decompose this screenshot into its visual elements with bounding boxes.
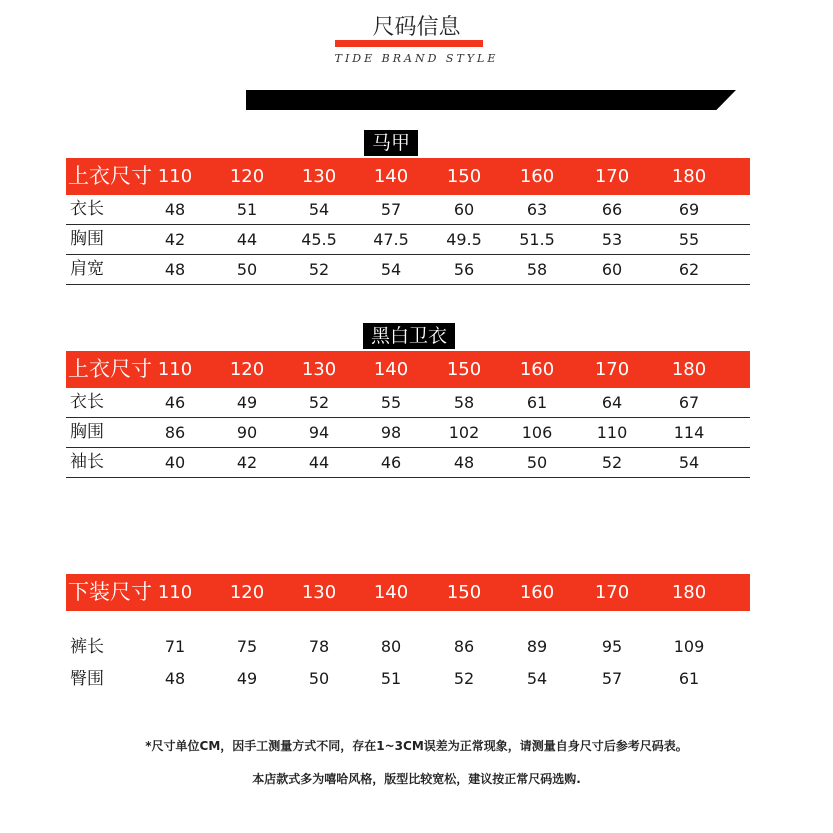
size-header: 180 xyxy=(671,166,707,187)
table-cell: 94 xyxy=(308,423,330,442)
table-cell: 86 xyxy=(453,637,475,656)
size-header: 110 xyxy=(157,166,193,187)
size-header: 120 xyxy=(229,582,265,603)
table-row xyxy=(66,225,750,255)
table-cell: 54 xyxy=(678,453,700,472)
row-label: 裤长 xyxy=(70,637,104,657)
table-cell: 95 xyxy=(601,637,623,656)
table-cell: 52 xyxy=(308,260,330,279)
row-label: 胸围 xyxy=(70,422,104,442)
table-cell: 63 xyxy=(526,200,548,219)
table-cell: 62 xyxy=(678,260,700,279)
size-header: 140 xyxy=(373,582,409,603)
hoodie-size-table xyxy=(66,351,750,478)
title-underline-bar xyxy=(335,40,483,47)
table-cell: 50 xyxy=(236,260,258,279)
table-cell: 106 xyxy=(521,423,553,442)
pants-size-table xyxy=(66,574,750,695)
table-cell: 54 xyxy=(526,669,548,688)
table-cell: 49.5 xyxy=(446,230,482,249)
table-cell: 51 xyxy=(380,669,402,688)
table-cell: 58 xyxy=(526,260,548,279)
table-row xyxy=(66,195,750,225)
header-label: 上衣尺寸 xyxy=(68,357,152,381)
table-cell: 80 xyxy=(380,637,402,656)
table-cell: 102 xyxy=(448,423,480,442)
page-title: 尺码信息 xyxy=(372,15,461,40)
table-cell: 51 xyxy=(236,200,258,219)
size-header: 160 xyxy=(519,582,555,603)
size-header: 180 xyxy=(671,582,707,603)
row-label: 衣长 xyxy=(70,392,104,412)
note-measurement: *尺寸单位CM，因手工测量方式不同，存在1~3CM误差为正常现象，请测量自身尺寸后参考尺码表。 xyxy=(145,739,688,753)
table-cell: 58 xyxy=(453,393,475,412)
table-cell: 98 xyxy=(380,423,402,442)
table-cell: 53 xyxy=(601,230,623,249)
table-cell: 48 xyxy=(164,669,186,688)
table-cell: 56 xyxy=(453,260,475,279)
table-cell: 57 xyxy=(601,669,623,688)
row-label: 袖长 xyxy=(70,452,104,472)
table-cell: 40 xyxy=(164,453,186,472)
size-header: 110 xyxy=(157,359,193,380)
table-cell: 57 xyxy=(380,200,402,219)
size-header: 140 xyxy=(373,166,409,187)
table-cell: 69 xyxy=(678,200,700,219)
header-label: 上衣尺寸 xyxy=(68,164,152,188)
table-cell: 45.5 xyxy=(301,230,337,249)
table-row xyxy=(66,255,750,285)
table-cell: 54 xyxy=(380,260,402,279)
size-header: 170 xyxy=(594,582,630,603)
size-header: 160 xyxy=(519,359,555,380)
section-label-vest: 马甲 xyxy=(364,130,418,156)
table-cell: 46 xyxy=(380,453,402,472)
table-cell: 61 xyxy=(678,669,700,688)
table-cell: 60 xyxy=(453,200,475,219)
table-cell: 54 xyxy=(308,200,330,219)
table-cell: 44 xyxy=(308,453,330,472)
vest-size-table xyxy=(66,158,750,285)
table-header xyxy=(66,574,750,611)
table-cell: 49 xyxy=(236,393,258,412)
table-cell: 48 xyxy=(164,260,186,279)
size-header: 130 xyxy=(301,359,337,380)
table-cell: 66 xyxy=(601,200,623,219)
size-header: 120 xyxy=(229,359,265,380)
table-row xyxy=(66,418,750,448)
table-cell: 114 xyxy=(673,423,705,442)
size-header: 130 xyxy=(301,166,337,187)
table-cell: 50 xyxy=(308,669,330,688)
row-label: 衣长 xyxy=(70,199,104,219)
size-header: 130 xyxy=(301,582,337,603)
table-row xyxy=(66,388,750,418)
size-header: 170 xyxy=(594,359,630,380)
table-cell: 44 xyxy=(236,230,258,249)
table-cell: 52 xyxy=(308,393,330,412)
table-cell: 55 xyxy=(380,393,402,412)
section-label-hoodie: 黑白卫衣 xyxy=(363,323,455,349)
size-header: 150 xyxy=(446,582,482,603)
table-cell: 109 xyxy=(673,637,705,656)
table-cell: 48 xyxy=(164,200,186,219)
size-header: 180 xyxy=(671,359,707,380)
black-banner xyxy=(246,90,736,110)
table-cell: 46 xyxy=(164,393,186,412)
table-header xyxy=(66,158,750,195)
row-label: 臀围 xyxy=(70,669,104,689)
table-cell: 89 xyxy=(526,637,548,656)
table-row xyxy=(66,448,750,478)
table-cell: 90 xyxy=(236,423,258,442)
size-header: 160 xyxy=(519,166,555,187)
table-cell: 64 xyxy=(601,393,623,412)
table-cell: 110 xyxy=(596,423,628,442)
table-row xyxy=(66,631,750,663)
table-cell: 47.5 xyxy=(373,230,409,249)
table-header xyxy=(66,351,750,388)
table-cell: 52 xyxy=(601,453,623,472)
table-cell: 75 xyxy=(236,637,258,656)
table-cell: 67 xyxy=(678,393,700,412)
table-cell: 51.5 xyxy=(519,230,555,249)
brand-tagline: TIDE BRAND STYLE xyxy=(334,52,499,65)
size-header: 150 xyxy=(446,359,482,380)
size-header: 170 xyxy=(594,166,630,187)
table-cell: 52 xyxy=(453,669,475,688)
table-row xyxy=(66,663,750,695)
header-label: 下装尺寸 xyxy=(68,580,152,604)
size-header: 120 xyxy=(229,166,265,187)
size-header: 150 xyxy=(446,166,482,187)
note-fit: 本店款式多为嘻哈风格，版型比较宽松，建议按正常尺码选购. xyxy=(252,772,581,786)
table-cell: 42 xyxy=(236,453,258,472)
row-label: 胸围 xyxy=(70,229,104,249)
table-cell: 86 xyxy=(164,423,186,442)
size-header: 140 xyxy=(373,359,409,380)
table-cell: 50 xyxy=(526,453,548,472)
size-header: 110 xyxy=(157,582,193,603)
table-cell: 48 xyxy=(453,453,475,472)
table-cell: 71 xyxy=(164,637,186,656)
table-cell: 60 xyxy=(601,260,623,279)
table-cell: 55 xyxy=(678,230,700,249)
table-cell: 49 xyxy=(236,669,258,688)
row-label: 肩宽 xyxy=(70,259,104,279)
table-cell: 42 xyxy=(164,230,186,249)
table-cell: 61 xyxy=(526,393,548,412)
table-cell: 78 xyxy=(308,637,330,656)
